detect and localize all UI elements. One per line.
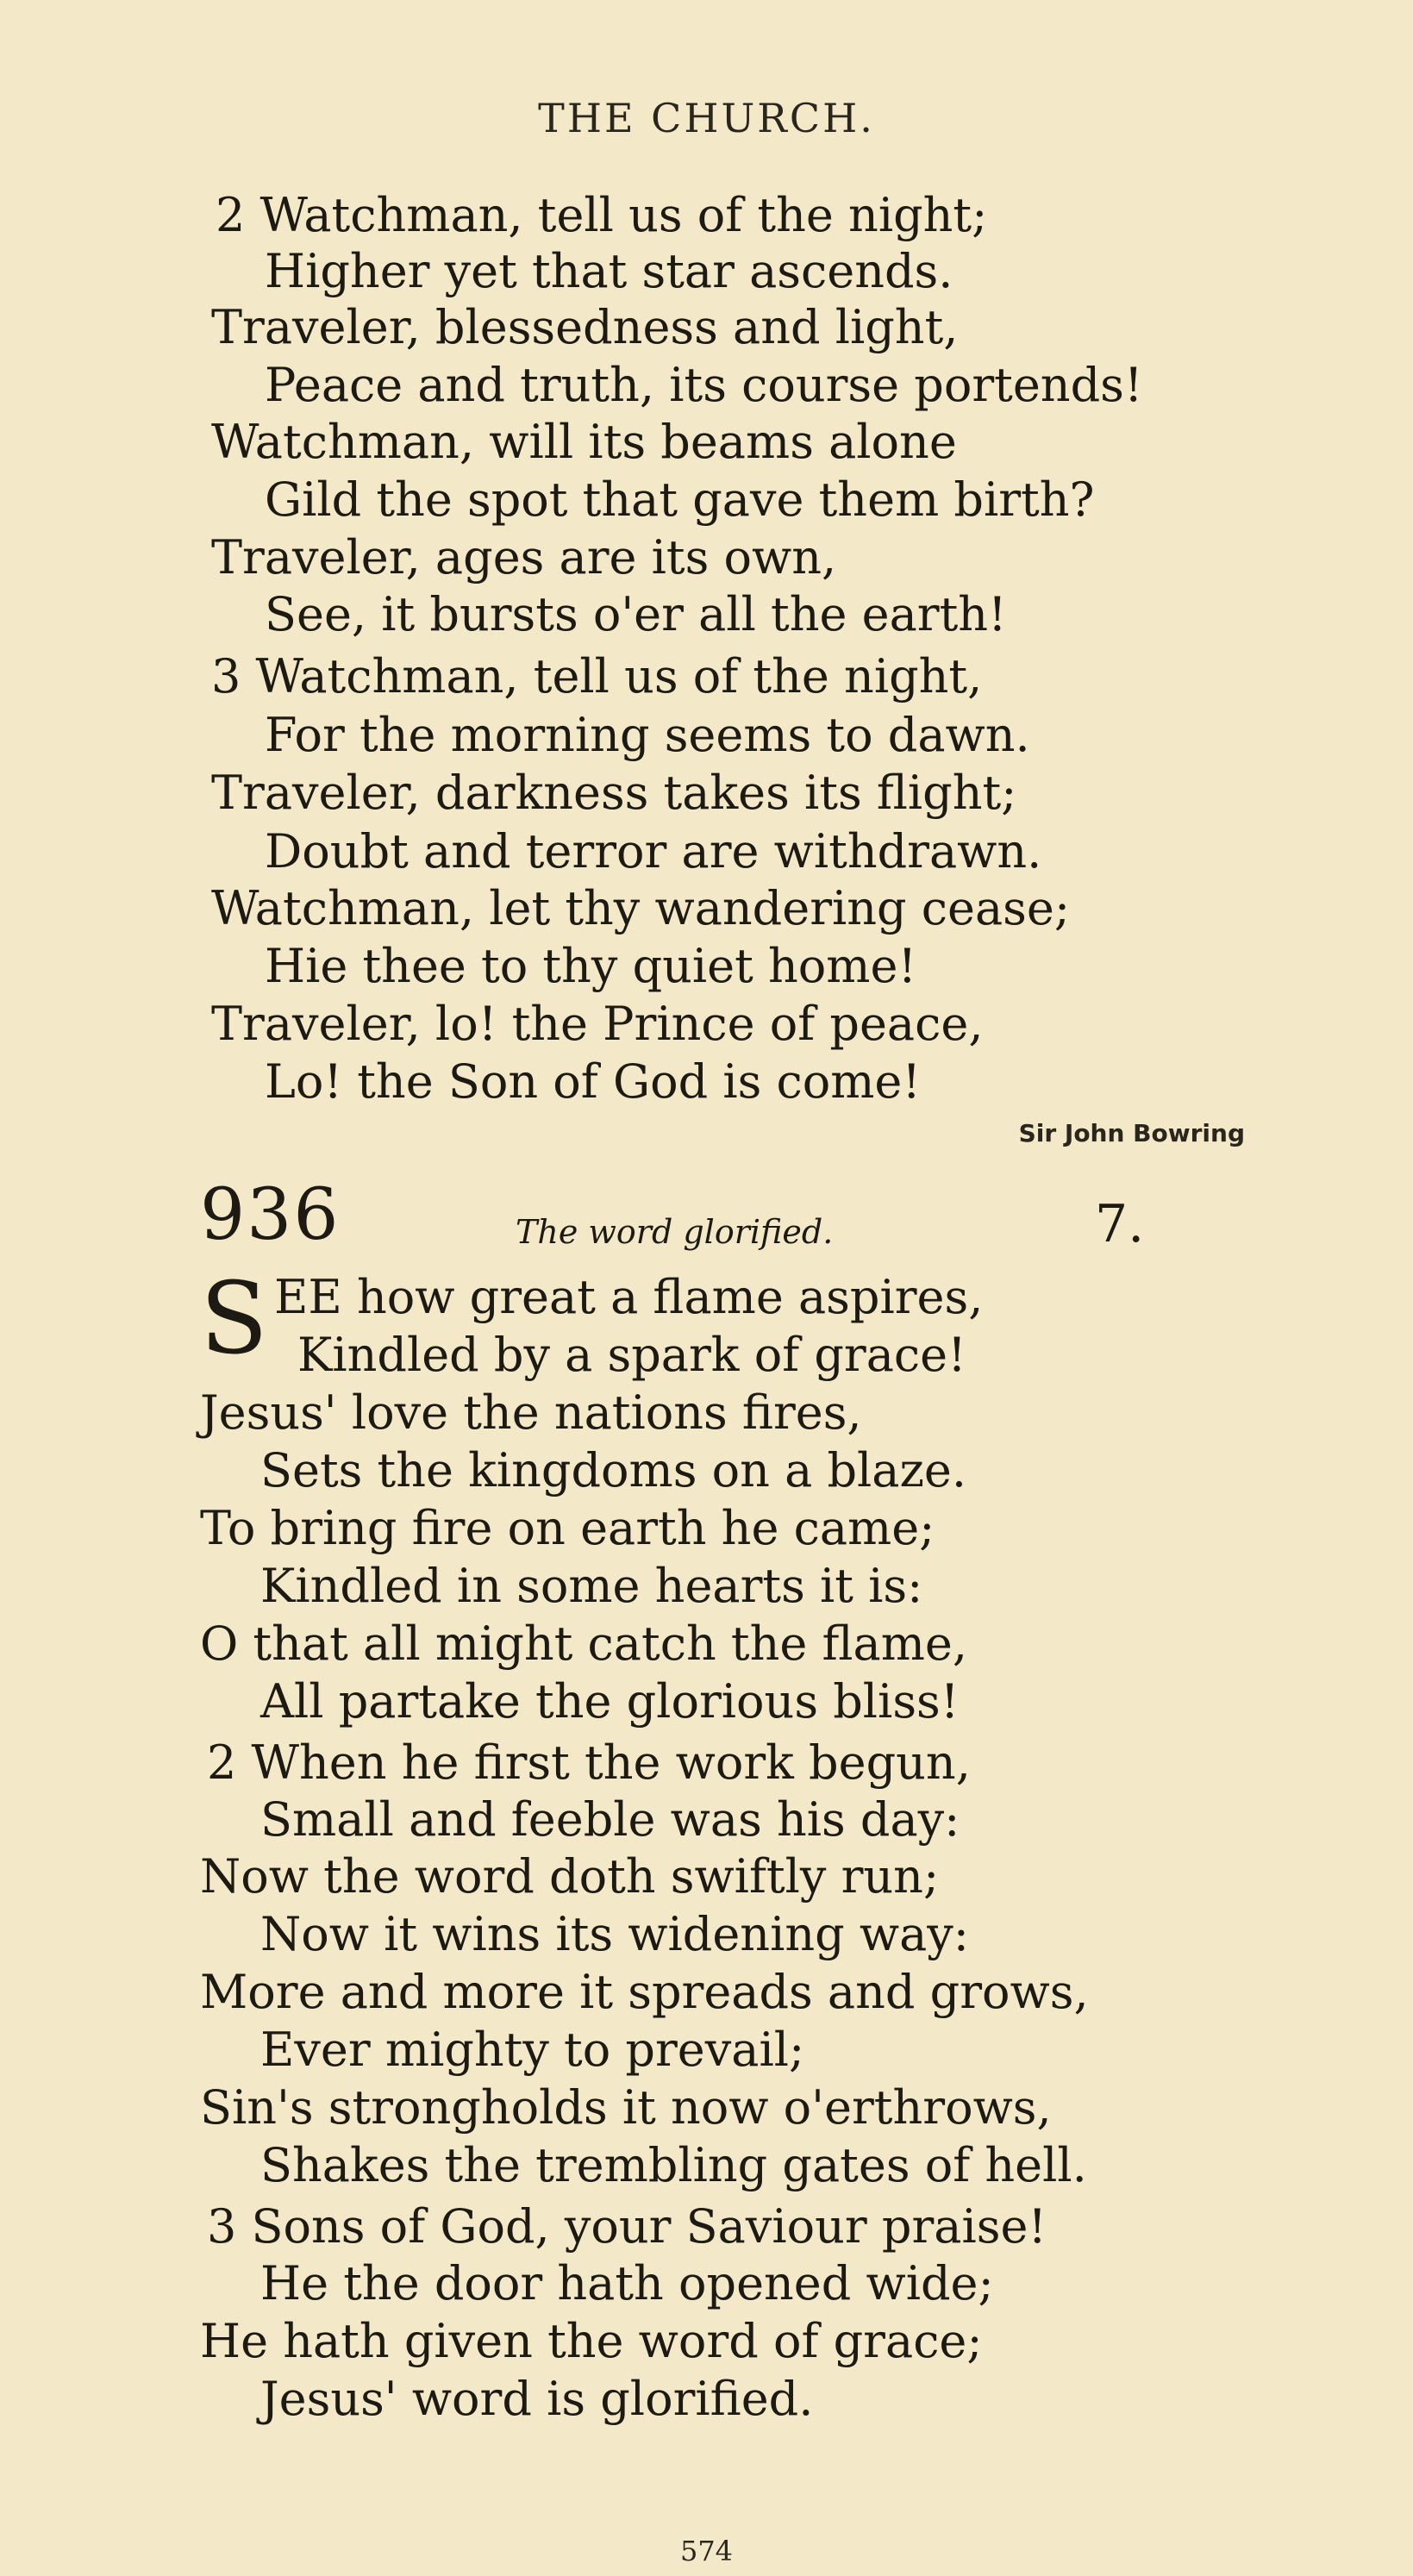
author-attribution: Sir John Bowring [1018, 1119, 1245, 1147]
verse-line: Jesus' love the nations fires, [200, 1385, 862, 1440]
verse-line: 2 Watchman, tell us of the night; [216, 188, 988, 242]
verse-line: Traveler, blessedness and light, [211, 300, 959, 354]
verse-line: 2 When he first the work begun, [207, 1735, 971, 1790]
page-header: THE CHURCH. [538, 95, 875, 141]
verse-line: Peace and truth, its course portends! [265, 358, 1143, 412]
verse-line: EE how great a flame aspires, [274, 1270, 984, 1324]
verse-line: Small and feeble was his day: [260, 1792, 960, 1847]
verse-line: Watchman, will its beams alone [211, 415, 957, 469]
verse-line: 3 Sons of God, your Saviour praise! [207, 2199, 1047, 2254]
verse-line: Sin's strongholds it now o'erthrows, [200, 2080, 1052, 2135]
page-number: 574 [679, 2535, 734, 2567]
hymn-meter: 7. [1095, 1194, 1145, 1254]
verse-line: Shakes the trembling gates of hell. [260, 2138, 1087, 2192]
verse-line: Kindled by a spark of grace! [297, 1328, 966, 1382]
verse-line: Now it wins its widening way: [260, 1907, 969, 1961]
verse-line: See, it bursts o'er all the earth! [265, 587, 1007, 641]
verse-line: More and more it spreads and grows, [200, 1965, 1089, 2019]
verse-line: Gild the spot that gave them birth? [265, 472, 1095, 527]
verse-line: All partake the glorious bliss! [260, 1674, 960, 1729]
verse-line: 3 Watchman, tell us of the night, [211, 649, 983, 703]
verse-line: Higher yet that star ascends. [265, 244, 953, 298]
verse-line: Traveler, darkness takes its flight; [211, 766, 1017, 820]
verse-line: Ever mighty to prevail; [260, 2023, 805, 2077]
verse-line: Watchman, let thy wandering cease; [211, 881, 1071, 935]
verse-line: Doubt and terror are withdrawn. [265, 824, 1042, 878]
verse-line: For the morning seems to dawn. [265, 708, 1030, 762]
drop-cap: S [200, 1261, 268, 1377]
verse-line: Sets the kingdoms on a blaze. [260, 1443, 967, 1497]
verse-line: He the door hath opened wide; [260, 2256, 994, 2310]
verse-line: Jesus' word is glorified. [260, 2372, 814, 2426]
verse-line: Hie thee to thy quiet home! [265, 939, 917, 993]
verse-line: Traveler, ages are its own, [211, 530, 837, 585]
verse-line: Traveler, lo! the Prince of peace, [211, 997, 984, 1051]
verse-line: O that all might catch the flame, [200, 1616, 968, 1671]
verse-line: Now the word doth swiftly run; [200, 1849, 940, 1904]
verse-line: Lo! the Son of God is come! [265, 1054, 922, 1109]
verse-line: He hath given the word of grace; [200, 2314, 983, 2368]
hymn-subtitle: The word glorified. [516, 1213, 834, 1251]
verse-line: To bring fire on earth he came; [200, 1501, 935, 1555]
verse-line: Kindled in some hearts it is: [260, 1559, 923, 1613]
hymn-number: 936 [200, 1174, 341, 1256]
